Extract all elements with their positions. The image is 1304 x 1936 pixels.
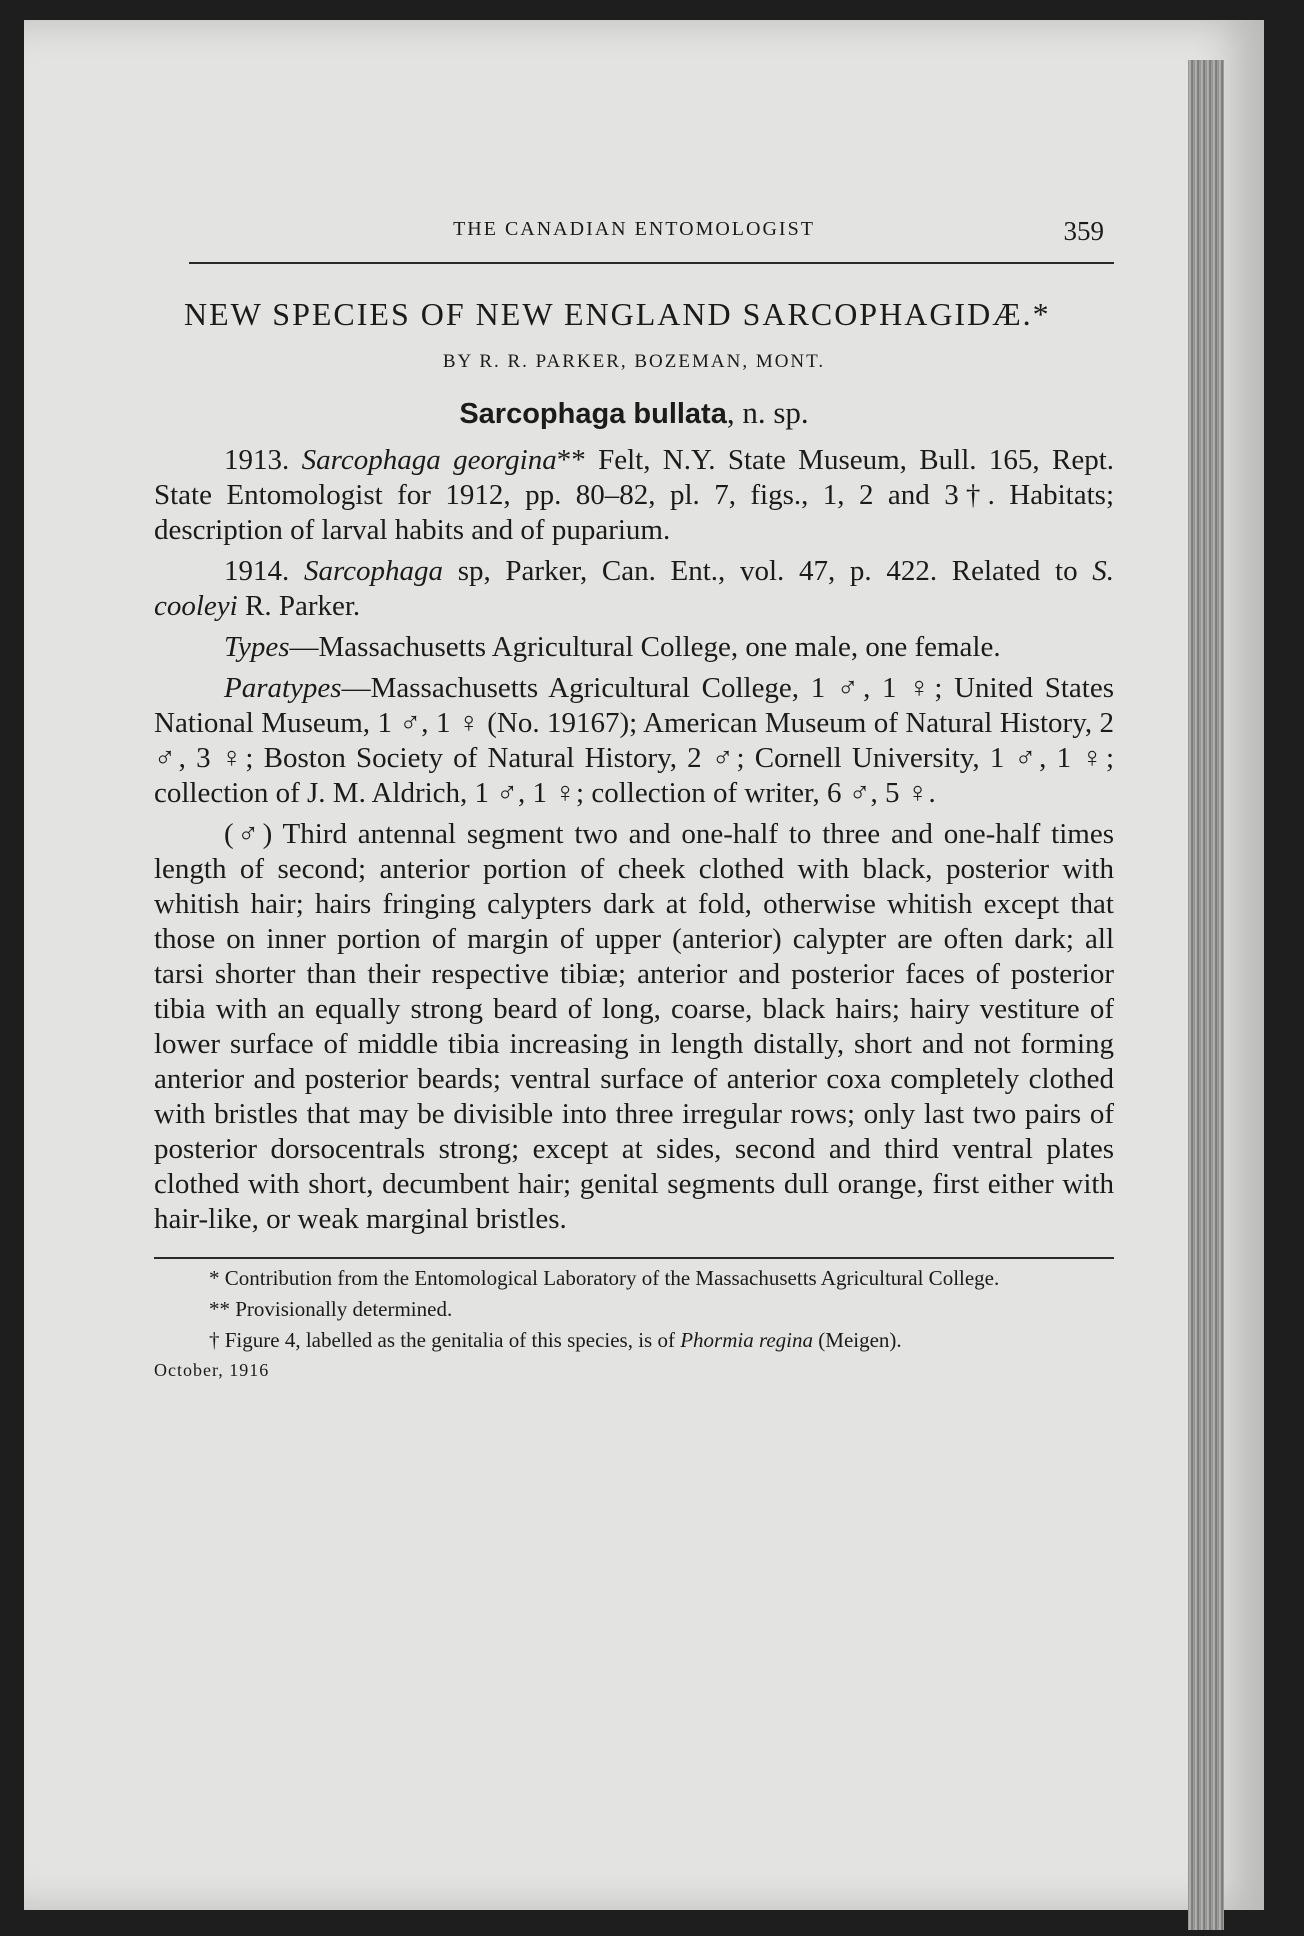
text-run: (Meigen).	[813, 1328, 902, 1352]
paragraph-paratypes	[154, 671, 1114, 811]
italic-text: S. cooleyi	[154, 555, 1115, 622]
text-run: 1913.	[224, 444, 302, 476]
text-run: † Figure 4, labelled as the genitalia of this species, is of	[209, 1328, 681, 1352]
book-page	[24, 20, 1264, 1910]
byline: BY R. R. PARKER, BOZEMAN, MONT.	[442, 351, 826, 372]
italic-text: Sarcophaga	[303, 555, 444, 587]
paragraph-types	[154, 630, 1114, 665]
page-number: 359	[1063, 216, 1104, 246]
footnote-rule	[154, 1257, 1114, 1259]
header-rule	[189, 262, 1114, 264]
text-run: (♂) Third antennal segment two and one-half to three and one-half times length of second; anterior portion of cheek clothed with black, posterior with whitish hair; hairs fringing calypters dark at fold, otherwise whitish except that those on inner portion of margin of upper (anterior) calypter are often dark; all tarsi shorter than their respective tibiæ; anterior and posterior faces of posterior tibia with an equally strong beard of long, coarse, black hairs; hairy vestiture of lower surface of middle tibia increasing in length distally, short and not forming anterior and posterior beards; ventral surface of anterior coxa completely clothed with bristles that may be divisible into three irregular rows; only last two pairs of posterior dorsocentrals strong; except at sides, second and third ventral plates clothed with short, decumbent hair; genital segments dull orange, first either with hair-like, or weak marginal bristles.	[154, 818, 1114, 1235]
journal-title: THE CANADIAN ENTOMOLOGIST	[453, 218, 815, 240]
running-head	[154, 210, 1114, 270]
page-content	[154, 210, 1114, 1381]
species-heading	[154, 395, 1114, 431]
italic-text: Sarcophaga georgina	[301, 444, 557, 476]
italic-text: Paratypes	[224, 672, 342, 704]
text-run: 1914.	[224, 555, 304, 587]
italic-text: Types	[224, 631, 290, 663]
issue-date: October, 1916	[154, 1360, 270, 1380]
text-run: * Contribution from the Entomological Laboratory of the Massachusetts Agricultural College.	[209, 1266, 1000, 1290]
text-run: ** Provisionally determined.	[209, 1297, 453, 1321]
text-run: sp, Parker, Can. Ent., vol. 47, p. 422. Related to	[443, 555, 1093, 587]
text-run: —Massachusetts Agricultural College, one male, one female.	[289, 631, 1001, 663]
text-run: R. Parker.	[237, 590, 361, 622]
text-run: ** Felt, N.Y. State Museum, Bull. 165, Rept. State Entomologist for 1912, pp. 80–82, pl. 7, figs., 1, 2 and 3†. Habitats; description of larval habits and of puparium.	[154, 444, 1114, 546]
species-suffix: , n. sp.	[726, 395, 809, 430]
article-body	[154, 443, 1114, 1237]
footnote-provisional	[154, 1298, 1114, 1321]
text-run: —Massachusetts Agricultural College, 1 ♂, 1 ♀; United States National Museum, 1 ♂, 1 ♀ (No. 19167); American Museum of Natural History, 2 ♂, 3 ♀; Boston Society of Natural History, 2 ♂; Cornell University, 1 ♂, 1 ♀; collection of J. M. Aldrich, 1 ♂, 1 ♀; collection of writer, 6 ♂, 5 ♀.	[154, 672, 1114, 809]
paragraph-1914	[154, 554, 1114, 624]
species-name: Sarcophaga bullata	[459, 398, 727, 430]
paragraph-1913	[154, 443, 1114, 548]
page-edge	[1188, 60, 1224, 1930]
footnote-contribution	[154, 1267, 1114, 1290]
italic-text: Phormia regina	[680, 1328, 814, 1352]
footnote-figure	[154, 1329, 1114, 1352]
paragraph-male-description	[154, 817, 1114, 1237]
article-title: NEW SPECIES OF NEW ENGLAND SARCOPHAGIDÆ.*	[184, 296, 1051, 332]
